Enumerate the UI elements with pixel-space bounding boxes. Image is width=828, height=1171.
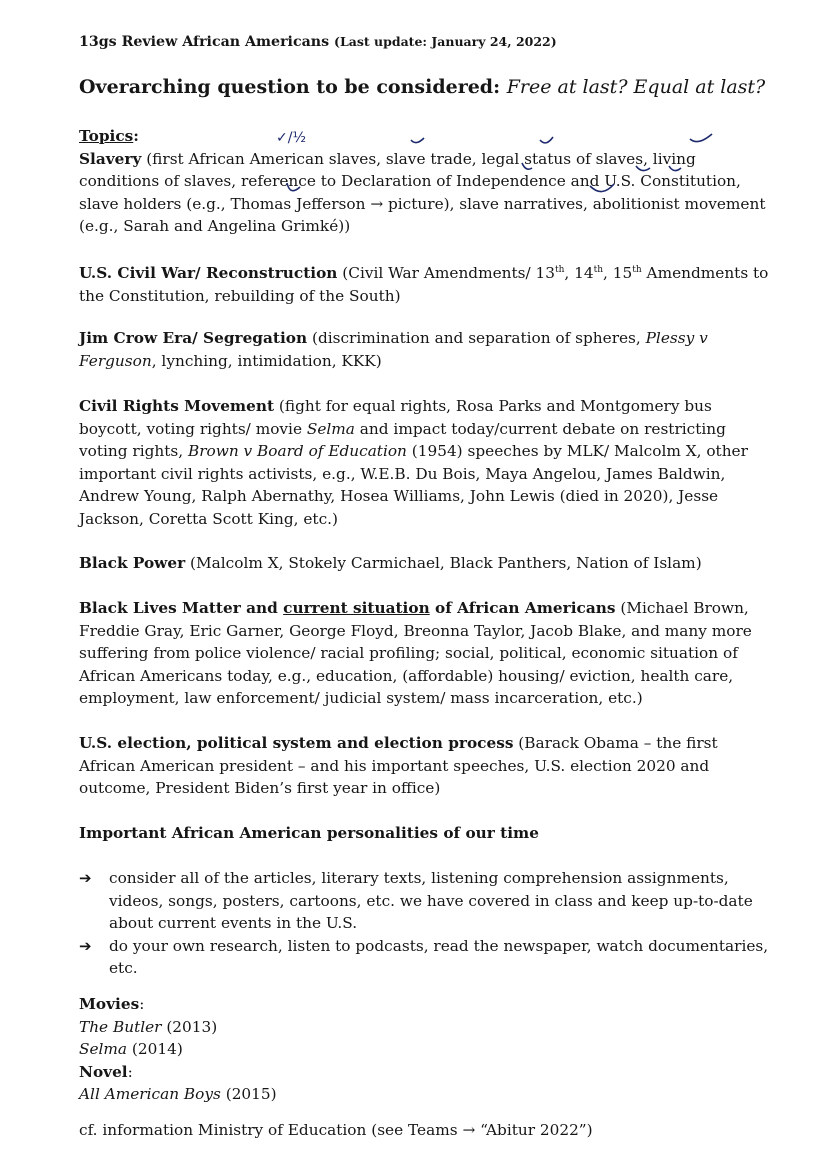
election-title: U.S. election, political system and election process bbox=[79, 734, 514, 752]
arrow-bullet-icon: ➔ bbox=[79, 869, 92, 887]
slavery-title: Slavery bbox=[79, 149, 142, 168]
slavery-text-1: (first African American slaves, slave trade, legal status of slaves, living conditions of slaves, reference to Declaration of Independence and U.S. Constitution, slave holders (e.g., Thomas Jefferson bbox=[79, 149, 741, 213]
slavery-text-2: picture), slave narratives, abolitionist movement (e.g., Sarah and Angelina Grimké)) bbox=[79, 194, 766, 235]
question-label: Overarching question to be considered: bbox=[79, 76, 501, 98]
election-section: U.S. election, political system and election process (Barack Obama – the first African American president – and his important speeches, U.S. election 2020 and outcome, President Biden’s first year in office) bbox=[79, 734, 718, 797]
tick-mark bbox=[411, 138, 424, 143]
civil-war-section: U.S. Civil War/ Reconstruction (Civil War Amendments/ 13th, 14th, 15th Amendments to the Constitution, rebuilding of the South) bbox=[79, 264, 769, 305]
arrow-bullet-icon: ➔ bbox=[79, 936, 92, 955]
last-update: (Last update: January 24, 2022) bbox=[334, 34, 557, 49]
novel-label: Novel bbox=[79, 1062, 128, 1081]
topics-section: Topics: Slavery (first African American slaves, slave trade, legal status of slaves, living conditions of slaves, reference to Declaration of Independence and U.S. Constitution, slave holders (e.g., Thomas Jefferson → picture), slave narratives, abolitionist movement (e.g., Sarah and Angelina Grimké)) bbox=[79, 127, 766, 235]
list-item: ➔ consider all of the articles, literary texts, listening comprehension assignments, videos, songs, posters, cartoons, etc. we have covered in class and keep up-to-date about current events in the U.S. bbox=[79, 869, 753, 932]
tick-mark bbox=[669, 166, 681, 171]
civil-war-title: U.S. Civil War/ Reconstruction bbox=[79, 264, 338, 283]
footer-note: cf. information Ministry of Education (see Teams → “Abitur 2022”) bbox=[79, 1121, 593, 1139]
blm-title: Black Lives Matter and current situation of African Americans bbox=[79, 599, 616, 617]
novel-item: All American Boys (2015) bbox=[79, 1085, 277, 1103]
arrow-icon: → bbox=[370, 194, 384, 213]
movie-item: Selma (2014) bbox=[79, 1040, 183, 1058]
tick-mark bbox=[540, 137, 553, 143]
civil-rights-title: Civil Rights Movement bbox=[79, 397, 275, 415]
list-item: ➔ do your own research, listen to podcasts, read the newspaper, watch documentaries, etc. bbox=[79, 936, 769, 977]
advice-list bbox=[79, 867, 769, 980]
selma-movie: Selma bbox=[306, 419, 355, 438]
jim-crow-title: Jim Crow Era/ Segregation bbox=[79, 329, 308, 347]
topics-label: Topics bbox=[79, 127, 134, 145]
media-section: Movies: The Butler (2013) Selma (2014) Novel: All American Boys (2015) bbox=[79, 993, 769, 1106]
tick-mark bbox=[287, 183, 300, 191]
movies-label: Movies bbox=[79, 995, 140, 1013]
personalities-section bbox=[79, 822, 769, 845]
tick-mark bbox=[636, 166, 650, 171]
handwritten-fraction-mark: ✓/½ bbox=[276, 130, 307, 146]
arrow-icon: → bbox=[462, 1121, 476, 1139]
civil-rights-section: Civil Rights Movement (fight for equal rights, Rosa Parks and Montgomery bus boycott, voting rights/ movie Selma and impact today/current debate on restricting voting rights, Brown v Board of Education (1954) speeches by MLK/ Malcolm X, other important civil rights activists, e.g., W.E.B. Du Bois, Maya Angelou, James Baldwin, Andrew Young, Ralph Abernathy, Hosea Williams, John Lewis (died in 2020), Jesse Jackson, Coretta Scott King, etc.) bbox=[79, 397, 748, 528]
black-power-title: Black Power bbox=[79, 554, 186, 572]
black-power-section: Black Power (Malcolm X, Stokely Carmichael, Black Panthers, Nation of Islam) bbox=[79, 554, 702, 572]
tick-mark bbox=[690, 134, 712, 142]
brown-case: Brown v Board of Education bbox=[187, 442, 407, 460]
tick-mark bbox=[590, 184, 614, 192]
plessy-case: Plessy v Ferguson bbox=[79, 329, 708, 370]
tick-mark bbox=[522, 163, 532, 169]
personalities-title: Important African American personalities of our time bbox=[79, 824, 539, 842]
blm-section: Black Lives Matter and current situation of African Americans (Michael Brown, Freddie Gray, Eric Garner, George Floyd, Breonna Taylor, Jacob Blake, and many more suffering from police violence/ racial profiling; social, political, economic situation of African Americans today, e.g., education, (affordable) housing/ eviction, health care, employment, law enforcement/ judicial system/ mass incarceration, etc.) bbox=[79, 599, 752, 707]
jim-crow-section: Jim Crow Era/ Segregation (discrimination and separation of spheres, Plessy v Ferguson, lynching, intimidation, KKK) bbox=[79, 329, 708, 370]
question-text: Free at last? Equal at last? bbox=[506, 76, 766, 98]
document-title: 13gs Review African Americans bbox=[79, 34, 330, 50]
handwritten-ticks bbox=[0, 0, 828, 200]
movie-item: The Butler (2013) bbox=[79, 1017, 218, 1036]
